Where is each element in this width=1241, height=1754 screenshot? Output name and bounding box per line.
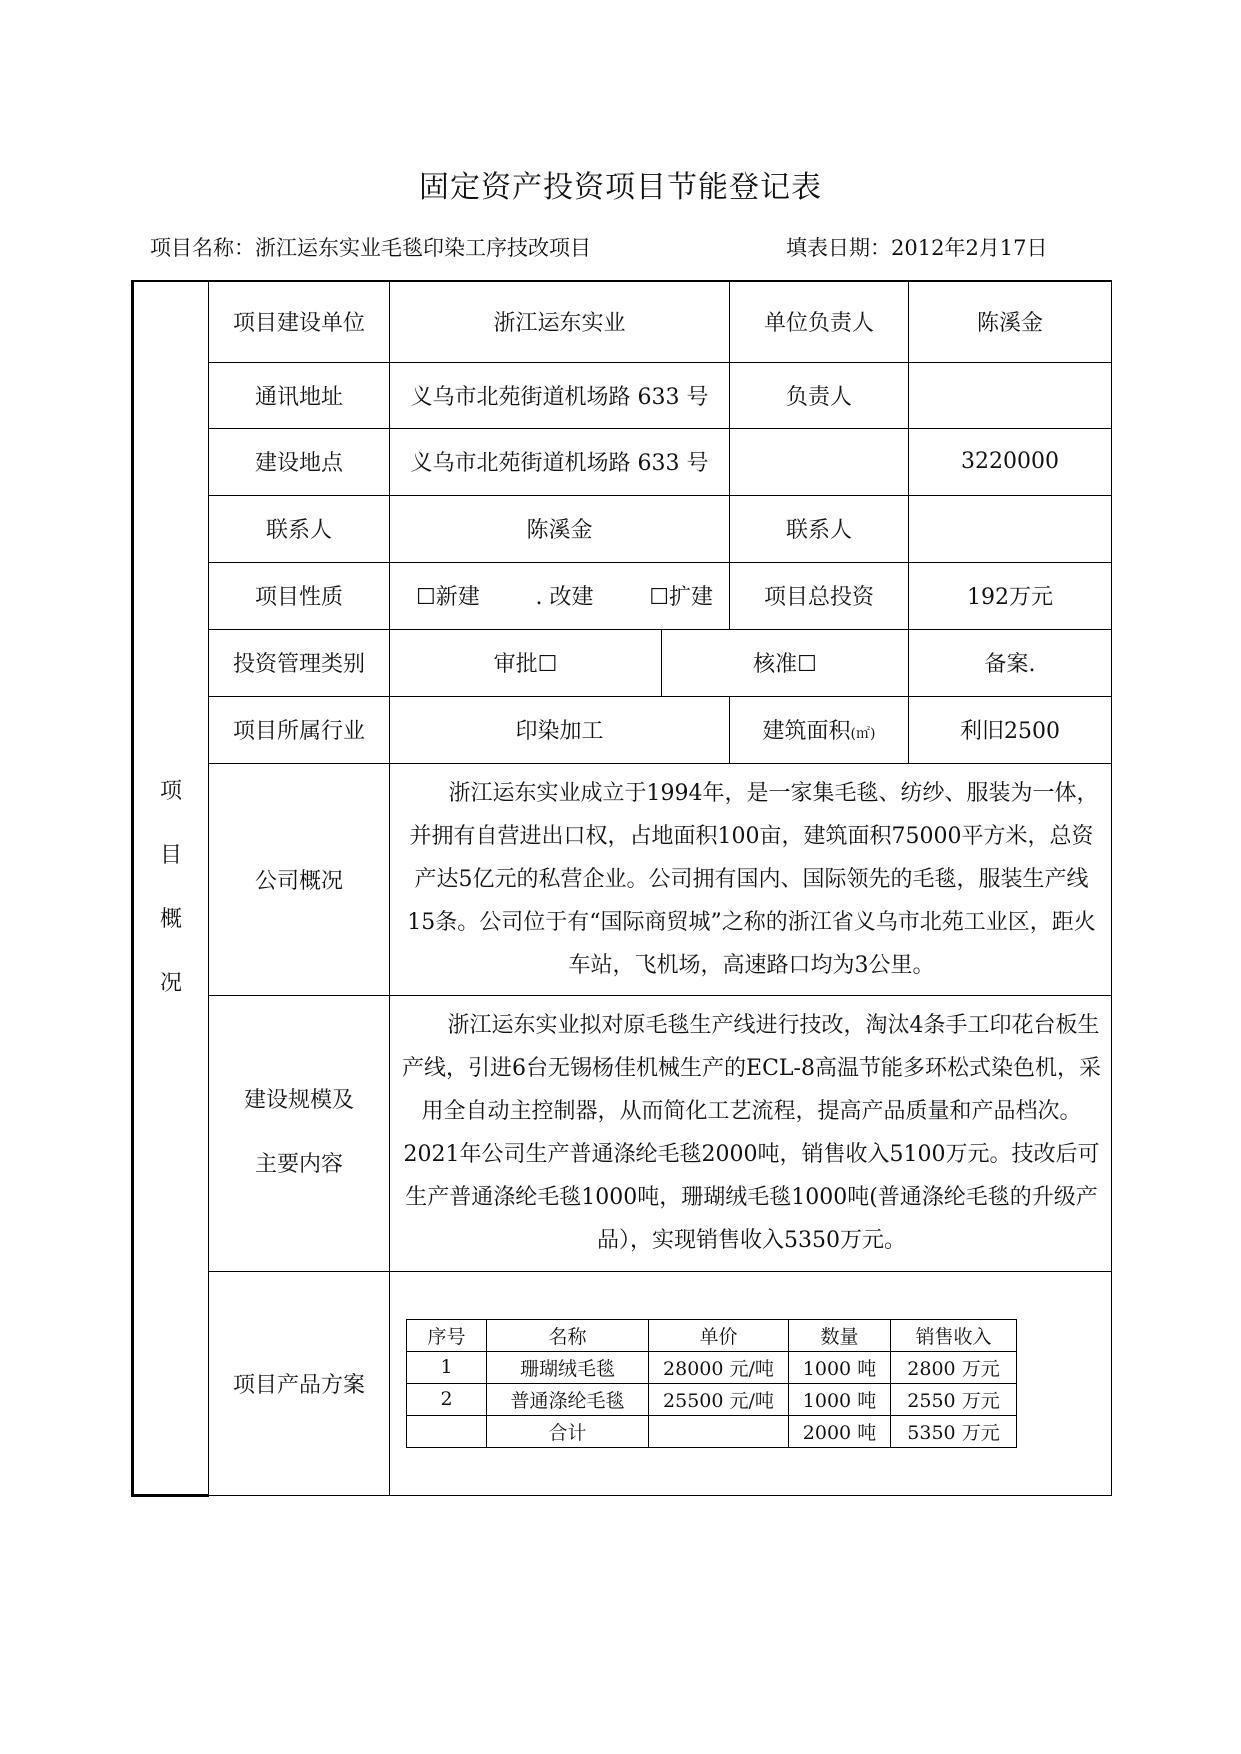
floor-area: 利旧2500 [909, 696, 1112, 763]
unit-head-label: 单位负责人 [730, 281, 909, 362]
nature-label: 项目性质 [209, 562, 390, 629]
table-cell: 普通涤纶毛毯 [487, 1383, 649, 1415]
section-label [133, 281, 209, 1495]
nature-option-expand[interactable]: ☐扩建 [649, 585, 713, 610]
address: 义乌市北苑街道机场路 633 号 [390, 362, 730, 428]
table-cell: 2800 万元 [891, 1351, 1017, 1383]
project-name: 浙江运东实业毛毯印染工序技改项目 [255, 236, 591, 260]
table-cell [649, 1415, 789, 1447]
contact2-label: 联系人 [730, 495, 909, 562]
management-option-record[interactable]: 备案. [909, 629, 1112, 696]
table-row [407, 1415, 1017, 1447]
header-cell: 名称 [487, 1319, 649, 1351]
contact: 陈溪金 [390, 495, 730, 562]
product-table [406, 1319, 1017, 1448]
table-cell: 5350 万元 [891, 1415, 1017, 1447]
fill-date-label: 填表日期： [786, 236, 891, 260]
table-cell: 合计 [487, 1415, 649, 1447]
table-cell: 2000 吨 [789, 1415, 891, 1447]
project-name-line [150, 232, 591, 262]
table-cell [407, 1415, 487, 1447]
site: 义乌市北苑街道机场路 633 号 [390, 428, 730, 495]
scale-content [390, 995, 1112, 1271]
scale-label-line: 主要内容 [254, 1152, 343, 1177]
fill-date: 2012年2月17日 [891, 236, 1048, 260]
page-title: 固定资产投资项目节能登记表 [419, 170, 822, 205]
section-char: 项 [159, 778, 182, 804]
scale-label [209, 995, 390, 1271]
floor-area-label [730, 696, 909, 763]
fill-date-line [786, 232, 1048, 262]
section-char: 目 [159, 842, 182, 868]
person-in-charge-label: 负责人 [730, 362, 909, 428]
contact-label: 联系人 [209, 495, 390, 562]
management-option-approval[interactable]: 审批☐ [390, 629, 662, 696]
company-overview [390, 763, 1112, 995]
nature-options [390, 562, 730, 629]
construction-unit: 浙江运东实业 [390, 281, 730, 362]
table-row [407, 1383, 1017, 1415]
table-cell: 25500 元/吨 [649, 1383, 789, 1415]
section-char: 概 [159, 906, 182, 932]
management-label: 投资管理类别 [209, 629, 390, 696]
product-table-header [407, 1319, 1017, 1351]
project-name-label: 项目名称： [150, 236, 255, 260]
header-cell: 单价 [649, 1319, 789, 1351]
site-extra-label [730, 428, 909, 495]
table-cell: 1000 吨 [789, 1351, 891, 1383]
site-extra: 3220000 [909, 428, 1112, 495]
table-cell: 1000 吨 [789, 1383, 891, 1415]
industry-label: 项目所属行业 [209, 696, 390, 763]
table-cell: 28000 元/吨 [649, 1351, 789, 1383]
section-char: 况 [159, 970, 182, 996]
scale-content-text: 浙江运东实业拟对原毛毯生产线进行技改，淘汰4条手工印花台板生产线，引进6台无锡杨佳机械生产的ECL-8高温节能多环松式染色机，采用全自动主控制器，从而简化工艺流程，提高产品质量和产品档次。2021年公司生产普通涤纶毛毯2000吨，销售收入5100万元。技改后可生产普通涤纶毛毯1000吨，珊瑚绒毛毯1000吨(普通涤纶毛毯的升级产品），实现销售收入5350万元。 [402, 1013, 1101, 1253]
construction-unit-label: 项目建设单位 [209, 281, 390, 362]
table-cell: 珊瑚绒毛毯 [487, 1351, 649, 1383]
table-cell: 2 [407, 1383, 487, 1415]
table-cell: 2550 万元 [891, 1383, 1017, 1415]
industry: 印染加工 [390, 696, 730, 763]
registration-form [131, 280, 1112, 1497]
nature-option-new[interactable]: ☐新建 [416, 585, 480, 610]
company-overview-text: 浙江运东实业成立于1994年，是一家集毛毯、纺纱、服装为一体，并拥有自营进出口权，占地面积100亩，建筑面积75000平方米，总资产达5亿元的私营企业。公司拥有国内、国际领先的毛毯，服装生产线15条。公司位于有“国际商贸城”之称的浙江省义乌市北苑工业区，距火车站，飞机场，高速路口均为3公里。 [407, 780, 1099, 978]
header-cell: 数量 [789, 1319, 891, 1351]
contact2 [909, 495, 1112, 562]
total-investment-label: 项目总投资 [730, 562, 909, 629]
total-investment: 192万元 [909, 562, 1112, 629]
scale-label-line: 建设规模及 [243, 1088, 354, 1113]
site-label: 建设地点 [209, 428, 390, 495]
management-option-verify[interactable]: 核准☐ [662, 629, 909, 696]
floor-area-label-text: 建筑面积 [762, 719, 851, 744]
unit-head: 陈溪金 [909, 281, 1112, 362]
address-label: 通讯地址 [209, 362, 390, 428]
floor-area-unit: (㎡) [850, 726, 876, 742]
table-row [407, 1351, 1017, 1383]
person-in-charge [909, 362, 1112, 428]
product-plan-label: 项目产品方案 [209, 1271, 390, 1495]
product-plan-cell [390, 1271, 1112, 1495]
header-cell: 销售收入 [891, 1319, 1017, 1351]
company-overview-label: 公司概况 [209, 763, 390, 995]
table-cell: 1 [407, 1351, 487, 1383]
nature-option-rebuild[interactable]: . 改建 [535, 585, 594, 610]
header-cell: 序号 [407, 1319, 487, 1351]
